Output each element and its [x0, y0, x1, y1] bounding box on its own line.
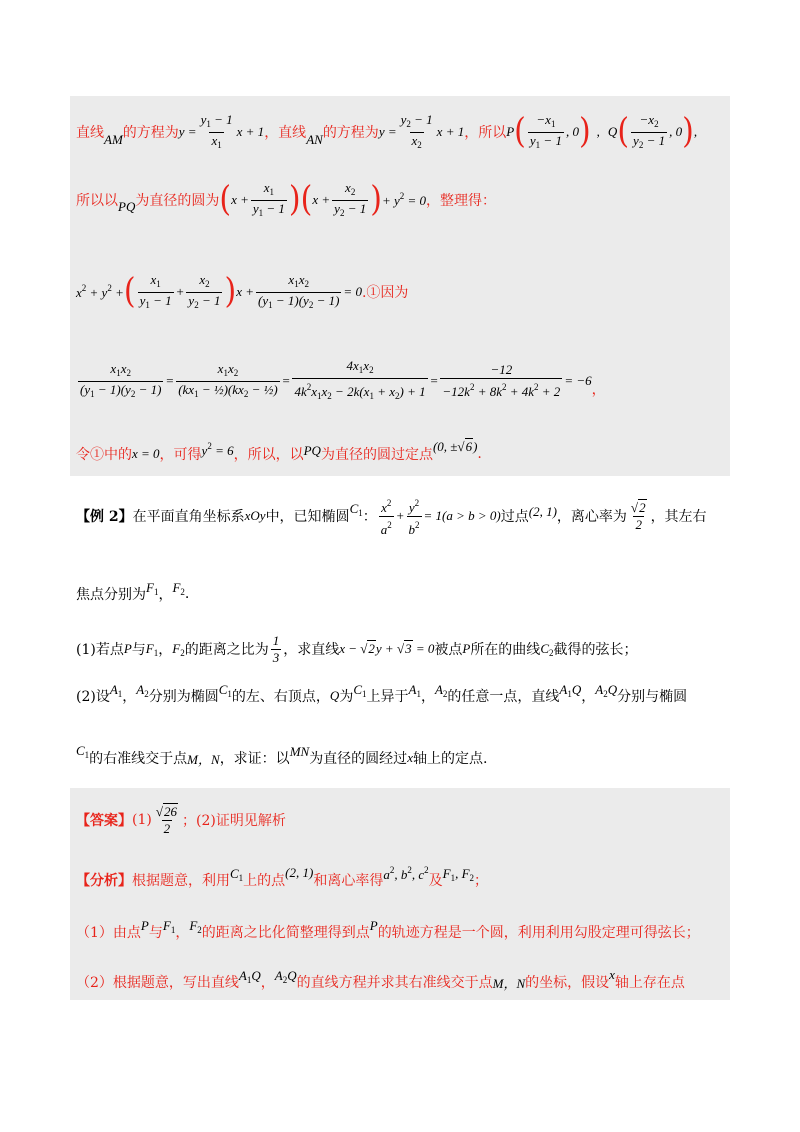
- paren: (: [300, 179, 313, 220]
- text: 过点: [500, 509, 529, 525]
- text: 的坐标，假设: [525, 975, 610, 991]
- text: 的方程为: [122, 125, 179, 141]
- math-x2-y2: $x^2 + y^2$ +: [76, 283, 124, 300]
- math-x: x +: [312, 192, 331, 207]
- text: .: [184, 586, 190, 602]
- text: 分别与椭圆: [617, 689, 688, 705]
- math-x-plus-1: x + 1: [236, 124, 265, 139]
- text: ，: [260, 975, 275, 991]
- math-M-N: M，N: [492, 975, 526, 991]
- math-C1: $C_1$: [218, 681, 232, 699]
- analysis-step-1: [76, 912, 700, 952]
- paren: ): [288, 179, 301, 220]
- text: （2）根据题意，写出直线: [76, 975, 239, 991]
- analysis-step-2: [76, 962, 685, 1002]
- text: ；: [474, 873, 489, 889]
- math-y1-eq: y =: [178, 124, 197, 139]
- math-A2Q: $A_2Q$: [595, 681, 618, 699]
- text: 为直径的圆过定点: [320, 447, 433, 463]
- math-C1: $C_1$: [353, 681, 367, 699]
- text: （1）由点: [76, 925, 141, 941]
- text: 的右准线交于点: [89, 751, 188, 767]
- text: .: [477, 446, 482, 462]
- math-fraction: $\frac{x_1x_2}{(y_1 - 1)(y_2 - 1)}$: [256, 272, 341, 313]
- text: 与: [148, 925, 163, 941]
- math-y2-eq: y =: [378, 124, 397, 139]
- math-point-P: P: [506, 124, 515, 139]
- paren: ): [224, 271, 237, 312]
- text: 上的点: [243, 873, 286, 889]
- math-fraction: $\frac{-x_2}{y_2 - 1}$: [631, 112, 667, 153]
- math-PQ: PQ: [118, 199, 136, 214]
- math-F1: $F_1$: [162, 917, 176, 935]
- math-point-2-1: (2, 1): [285, 865, 314, 880]
- math-fraction: $\frac{x_2}{y_2 - 1}$: [332, 180, 368, 221]
- text: ,: [693, 124, 698, 139]
- example-2-line-2: [76, 576, 189, 612]
- paren: (: [514, 111, 526, 152]
- math-F1: $F_1$: [146, 579, 159, 597]
- math-Q: Q: [329, 688, 340, 703]
- math-A1: $A_1$: [408, 681, 421, 699]
- text: 直线: [76, 125, 104, 141]
- math-AM: AM: [104, 132, 123, 147]
- text: ：: [362, 509, 377, 525]
- text: .①因为: [361, 285, 409, 301]
- math-fraction: $\frac{x^2}{a^2}$: [380, 497, 392, 537]
- solution-line-5: [76, 436, 482, 472]
- text: 根据题意，利用: [132, 873, 230, 889]
- math-F1-F2: $F_1$, $F_2$: [442, 865, 475, 883]
- text: 令①中的: [76, 447, 132, 463]
- solution-line-4: [76, 350, 606, 412]
- text: ，所以，以: [233, 447, 304, 463]
- text: ，: [158, 587, 173, 603]
- math-fixed-point: (0, ±√6): [432, 439, 478, 454]
- example-2-line-1: [76, 488, 707, 544]
- text: ，求直线: [283, 642, 340, 658]
- math-PQ: PQ: [303, 443, 321, 458]
- math-fraction: $\frac{x_2}{y_2 - 1}$: [186, 272, 222, 313]
- math-A2: $A_2$: [136, 681, 149, 699]
- math-AN: AN: [306, 132, 323, 147]
- math-C2: $C_2$: [540, 640, 554, 658]
- math-line-equation: x − √2y + √3 = 0: [339, 641, 435, 656]
- text: 及: [428, 873, 443, 889]
- math-fraction: $\frac{-x_1}{y_1 - 1}$: [528, 112, 564, 153]
- text: 的直线方程并求其右准线交于点: [296, 975, 493, 991]
- text: 轴上存在点: [614, 975, 685, 991]
- math-fraction: $\frac{y_1 - 1}{x_1}$: [199, 112, 235, 153]
- math-fraction: $\frac{y^2}{b^2}$: [408, 497, 420, 537]
- math-fraction: $\frac{x_1}{y_1 - 1}$: [251, 180, 287, 221]
- math-ellipse-cond: = 1(a > b > 0): [423, 508, 501, 523]
- math-A2: $A_2$: [434, 681, 448, 699]
- analysis-tag: 【分析】: [76, 873, 132, 889]
- math-point-2-1: (2, 1): [528, 504, 557, 519]
- math-x-plus-1: x + 1: [436, 124, 465, 139]
- math-A1Q: $A_1Q$: [559, 681, 582, 699]
- math-x: x +: [236, 284, 254, 299]
- math-plus: +: [395, 508, 405, 523]
- math-xOy: xOy: [244, 508, 266, 523]
- math-x: x +: [231, 192, 249, 207]
- text: 的任意一点，直线: [447, 689, 560, 705]
- text: 被点: [434, 642, 463, 658]
- math-MN: MN: [289, 744, 310, 759]
- text: 的距离之比为: [184, 642, 269, 658]
- text: (1): [132, 812, 152, 828]
- math-abc: $a^2$, $b^2$, $c^2$: [383, 865, 429, 882]
- text: 和离心率得: [313, 873, 384, 889]
- math-F2: $F_2$: [172, 579, 185, 597]
- math-x-zero: x = 0: [132, 446, 160, 461]
- text: 的左、右顶点，: [231, 689, 330, 705]
- text: 的方程为: [322, 125, 379, 141]
- answer-line: [76, 796, 286, 844]
- paren: ): [578, 111, 591, 152]
- math-P: P: [140, 918, 149, 933]
- math-C1: $C_1$: [349, 500, 363, 518]
- text: 分别为椭圆: [148, 689, 219, 705]
- text: 为: [339, 689, 354, 705]
- text: ，: [581, 689, 596, 705]
- text: ，: [591, 382, 606, 398]
- text: ，整理得：: [426, 193, 497, 209]
- text: ，求证：以: [219, 751, 290, 767]
- text: ，: [158, 642, 173, 658]
- solution-line-2: [76, 170, 496, 230]
- math-fraction: $\frac{x_1x_2}{(y_1 - 1)(y_2 - 1)}$: [78, 361, 163, 402]
- math-F2: $F_2$: [172, 640, 185, 658]
- math-A2Q: $A_2Q$: [274, 967, 297, 985]
- math-eq: =: [281, 373, 291, 388]
- math-C1: $C_1$: [76, 742, 90, 760]
- text: 的轨迹方程是一个圆，利用利用勾股定理可得弦长；: [377, 925, 700, 941]
- text: ，: [122, 689, 137, 705]
- math-P: P: [369, 918, 378, 933]
- math-x-axis: x: [609, 967, 615, 982]
- math-plus: +: [175, 284, 185, 299]
- math-zero: , 0: [669, 124, 683, 139]
- example-tag: 【例 2】: [76, 509, 133, 525]
- text: ,: [596, 124, 600, 139]
- text: ，其左右: [650, 509, 707, 525]
- text: ，离心率为: [556, 509, 627, 525]
- question-2: [76, 676, 687, 716]
- text: 上异于: [366, 689, 409, 705]
- text: (1)若点: [76, 642, 124, 658]
- math-fraction: $\frac{1}{3}$: [272, 632, 280, 665]
- text: 的距离之比化简整理得到点: [201, 925, 370, 941]
- text: 所以以: [76, 193, 118, 209]
- math-P: P: [123, 641, 132, 656]
- text: ，可得: [159, 447, 202, 463]
- text: 为直径的圆为: [135, 193, 220, 209]
- math-y2-6: $y^2 = 6$: [201, 441, 234, 458]
- text: ，直线: [264, 125, 307, 141]
- question-1: [76, 626, 637, 672]
- math-fraction: $\frac{x_1}{y_1 - 1}$: [138, 272, 174, 313]
- text: ；(2)证明见解析: [181, 813, 286, 829]
- math-M-N: M，N: [187, 751, 220, 767]
- text: 截得的弦长；: [553, 642, 638, 658]
- math-A1: $A_1$: [109, 681, 123, 699]
- math-fraction: $\frac{-12}{-12k^2 + 8k^2 + 4k^2 + 2}$: [442, 362, 561, 399]
- solution-line-3: [76, 264, 408, 320]
- math-P: P: [462, 641, 471, 656]
- math-fraction: $\frac{√26}{2}$: [155, 803, 177, 836]
- math-point-Q: Q: [607, 124, 618, 139]
- math-y2-zero: + $y^2 = 0$: [381, 191, 427, 208]
- paren: (: [123, 271, 136, 312]
- math-F1: $F_1$: [145, 640, 159, 658]
- text: ，所以: [464, 125, 507, 141]
- text: 轴上的定点.: [412, 751, 488, 767]
- math-eq: =: [165, 373, 175, 388]
- math-fraction: $\frac{y_2 - 1}{x_2}$: [399, 112, 435, 153]
- paren: ): [370, 179, 382, 220]
- math-zero: , 0: [565, 124, 579, 139]
- text: 与: [131, 642, 146, 658]
- math-fraction: $\frac{x_1x_2}{(kx_1 - \frac{1}{2})(kx_2 - \frac{1}{2})}$: [176, 361, 279, 402]
- math-A1Q: $A_1Q$: [238, 967, 261, 985]
- solution-line-1: [76, 104, 697, 160]
- math-F2: $F_2$: [189, 917, 202, 935]
- text: 为直径的圆经过: [309, 751, 408, 767]
- text: 焦点分别为: [76, 587, 146, 603]
- text: (2)设: [76, 689, 110, 705]
- math-eq-zero: = 0: [343, 284, 362, 299]
- text: ，: [420, 689, 435, 705]
- text: 中，已知椭圆: [265, 509, 350, 525]
- math-fraction: $\frac{4x_1x_2}{4k^2x_1x_2 - 2k(x_1 + x_2) + 1}$: [292, 358, 427, 404]
- paren: ): [682, 111, 694, 152]
- answer-tag: 【答案】: [76, 813, 132, 829]
- math-eq: =: [429, 373, 439, 388]
- math-x-axis: x: [407, 750, 413, 765]
- math-C1: $C_1$: [230, 865, 244, 883]
- text: ，: [175, 925, 190, 941]
- question-2-cont: [76, 738, 487, 778]
- math-fraction: $\frac{√2}{2}$: [630, 499, 646, 532]
- text: 所在的曲线: [470, 642, 541, 658]
- text: 在平面直角坐标系: [132, 509, 245, 525]
- math-result: = −6: [564, 373, 592, 388]
- paren: (: [617, 111, 630, 152]
- analysis-line: [76, 860, 488, 900]
- paren: (: [219, 179, 232, 220]
